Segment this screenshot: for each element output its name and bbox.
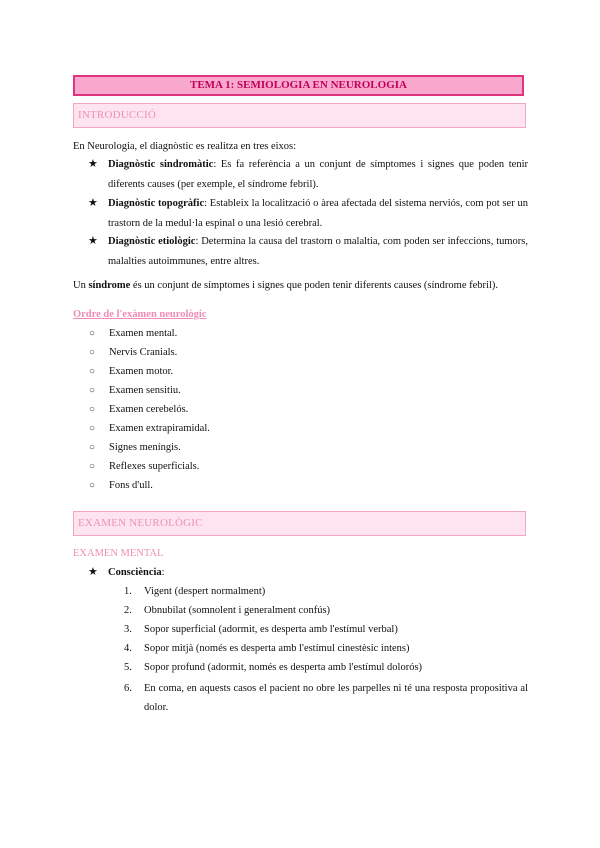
circle-bullet-icon: ○ bbox=[89, 347, 96, 358]
exam-order-text: Reflexes superficials. bbox=[109, 461, 200, 472]
diagnostic-item bbox=[88, 232, 528, 271]
exam-order-text: Nervis Cranials. bbox=[109, 347, 178, 358]
consciousness-item bbox=[88, 563, 528, 583]
consciousness-label: Consciència bbox=[108, 567, 162, 578]
consciousness-level bbox=[124, 620, 528, 639]
intro-paragraph: En Neurologia, el diagnòstic es realitza en tres eixos: bbox=[73, 141, 297, 152]
exam-order-item bbox=[89, 346, 177, 360]
syndrome-sentence bbox=[73, 276, 528, 295]
circle-bullet-icon: ○ bbox=[89, 480, 96, 491]
star-bullet-icon: ★ bbox=[88, 197, 98, 209]
list-number: 6. bbox=[124, 683, 132, 694]
list-number: 1. bbox=[124, 586, 132, 597]
exam-order-heading: Ordre de l'exàmen neurològic bbox=[73, 309, 207, 320]
diagnostic-text: : Estableix la localització o àrea afectada del sistema nerviós, com pot ser un trastorn de la medul·la espinal o una lesió cerebral. bbox=[108, 198, 528, 229]
list-number: 5. bbox=[124, 662, 132, 673]
section-introduccio: INTRODUCCIÓ bbox=[73, 103, 526, 128]
consciousness-level bbox=[124, 679, 528, 717]
exam-order-text: Examen sensitiu. bbox=[109, 385, 181, 396]
star-bullet-icon: ★ bbox=[88, 235, 98, 247]
consciousness-suffix: : bbox=[161, 567, 165, 578]
level-text: Sopor profund (adormit, només es desperta amb l'estímul dolorós) bbox=[144, 662, 423, 673]
diagnostic-term: Diagnòstic topogràfic bbox=[108, 198, 205, 209]
level-text: En coma, en aquests casos el pacient no obre les parpelles ni té una resposta propositiva al dolor. bbox=[144, 683, 528, 713]
consciousness-level bbox=[124, 582, 528, 601]
level-text: Sopor mitjà (només es desperta amb l'estímul cinestèsic intens) bbox=[144, 643, 410, 654]
exam-order-item bbox=[89, 460, 199, 474]
diagnostic-term: Diagnòstic etiològic bbox=[108, 236, 196, 247]
list-number: 3. bbox=[124, 624, 132, 635]
circle-bullet-icon: ○ bbox=[89, 461, 96, 472]
exam-order-text: Fons d'ull. bbox=[109, 480, 153, 491]
exam-order-item bbox=[89, 403, 188, 417]
exam-order-item bbox=[89, 441, 181, 455]
exam-order-text: Examen extrapiramidal. bbox=[109, 423, 210, 434]
circle-bullet-icon: ○ bbox=[89, 404, 96, 415]
star-bullet-icon: ★ bbox=[88, 566, 98, 578]
diagnostic-text: : Determina la causa del trastorn o malaltia, com poden ser infeccions, tumors, malalties autoimmunes, entre altres. bbox=[108, 236, 529, 267]
consciousness-level bbox=[124, 658, 528, 677]
mental-heading: EXAMEN MENTAL bbox=[73, 548, 164, 559]
diagnostic-text: : Es fa referència a un conjunt de símptomes i signes que poden tenir diferents causes (per exemple, el síndrome febril). bbox=[108, 159, 528, 190]
circle-bullet-icon: ○ bbox=[89, 423, 96, 434]
circle-bullet-icon: ○ bbox=[89, 385, 96, 396]
circle-bullet-icon: ○ bbox=[89, 328, 96, 339]
star-bullet-icon: ★ bbox=[88, 158, 98, 170]
section-examen-neurologic: EXAMEN NEUROLÒGIC bbox=[73, 511, 526, 536]
document-title: TEMA 1: SEMIOLOGIA EN NEUROLOGIA bbox=[73, 75, 524, 96]
circle-bullet-icon: ○ bbox=[89, 366, 96, 377]
level-text: Obnubilat (somnolent i generalment confús) bbox=[144, 605, 331, 616]
circle-bullet-icon: ○ bbox=[89, 442, 96, 453]
exam-order-text: Examen cerebelós. bbox=[109, 404, 189, 415]
exam-order-item bbox=[89, 365, 173, 379]
level-text: Sopor superficial (adormit, es desperta amb l'estímul verbal) bbox=[144, 624, 398, 635]
exam-order-text: Examen mental. bbox=[109, 328, 178, 339]
syndrome-before: Un bbox=[73, 280, 89, 291]
syndrome-after: és un conjunt de símptomes i signes que poden tenir diferents causes (síndrome febril). bbox=[130, 280, 498, 291]
exam-order-item bbox=[89, 422, 210, 436]
consciousness-level bbox=[124, 639, 528, 658]
diagnostic-term: Diagnòstic sindromàtic bbox=[108, 159, 214, 170]
level-text: Vigent (despert normalment) bbox=[144, 586, 266, 597]
list-number: 4. bbox=[124, 643, 132, 654]
syndrome-term: síndrome bbox=[88, 280, 131, 291]
exam-order-item bbox=[89, 384, 181, 398]
list-number: 2. bbox=[124, 605, 132, 616]
diagnostic-item bbox=[88, 155, 528, 194]
consciousness-level bbox=[124, 601, 528, 620]
exam-order-item bbox=[89, 479, 153, 493]
diagnostic-item bbox=[88, 194, 528, 233]
exam-order-text: Examen motor. bbox=[109, 366, 174, 377]
exam-order-item bbox=[89, 327, 177, 341]
exam-order-text: Signes meníngis. bbox=[109, 442, 181, 453]
